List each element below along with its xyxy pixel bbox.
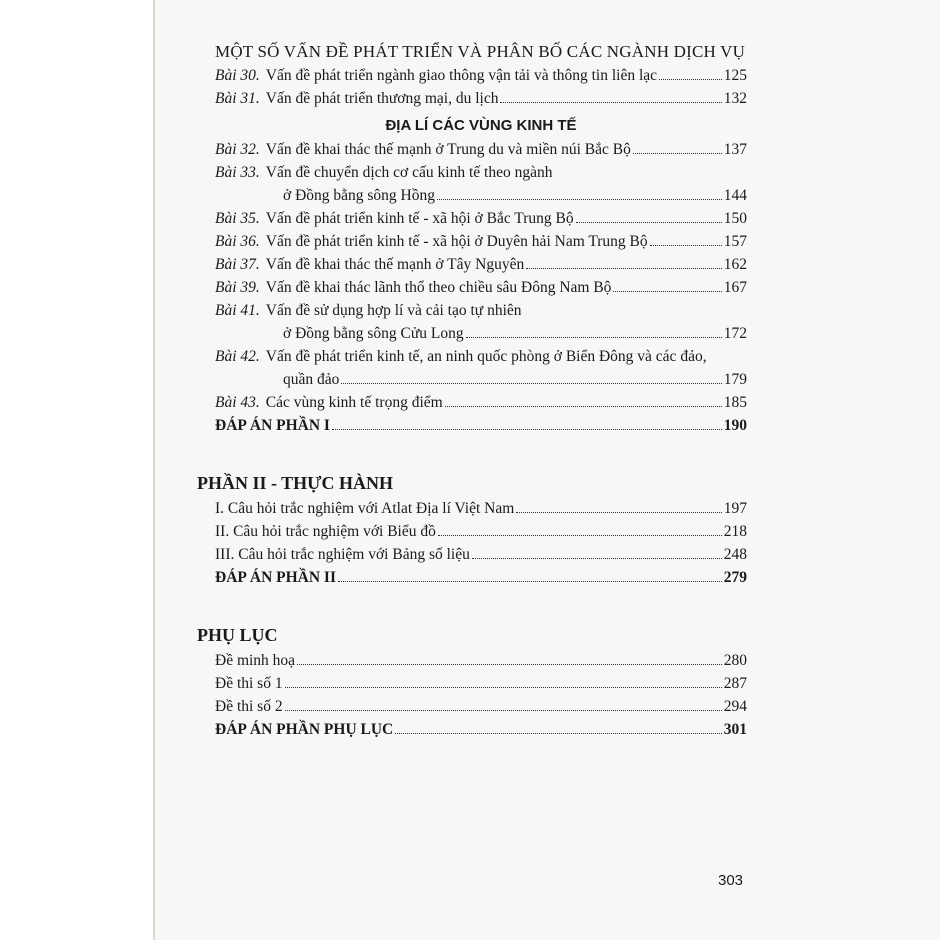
page-number: 303 (718, 872, 744, 889)
toc-entry-answers (215, 718, 747, 741)
page-ref: 197 (723, 500, 747, 517)
toc-entry (215, 497, 747, 520)
lesson-number: Bài 33. (215, 164, 260, 181)
toc-entry (215, 345, 747, 368)
dot-leader (285, 687, 722, 688)
section-heading-services: MỘT SỐ VẤN ĐỀ PHÁT TRIỂN VÀ PHÂN BỐ CÁC NGÀNH DỊCH VỤ (215, 42, 746, 61)
toc-entry (215, 87, 747, 110)
page-ref: 132 (723, 90, 747, 107)
toc-entry (215, 64, 747, 87)
page-ref: 157 (723, 233, 747, 250)
lesson-number: Bài 36. (215, 233, 260, 250)
page-ref: 150 (723, 210, 747, 227)
toc-entry (215, 672, 747, 695)
table-of-contents (197, 40, 747, 741)
lesson-title: Vấn đề sử dụng hợp lí và cải tạo tự nhiên (265, 302, 522, 319)
toc-entry (215, 520, 747, 543)
page-ref: 185 (723, 394, 747, 411)
dot-leader (437, 199, 722, 200)
dot-leader (659, 79, 722, 80)
toc-entry (215, 253, 747, 276)
page-ref: 125 (723, 67, 747, 84)
toc-entry-answers (215, 566, 747, 589)
lesson-title: Vấn đề khai thác thế mạnh ở Tây Nguyên (265, 256, 525, 273)
toc-entry-continuation (215, 322, 747, 345)
lesson-title: Vấn đề phát triển kinh tế - xã hội ở Bắc Trung Bộ (265, 210, 574, 227)
dot-leader (472, 558, 722, 559)
lesson-title-continued: ở Đồng bằng sông Hồng (283, 187, 435, 204)
lesson-title-continued: ở Đồng bằng sông Cửu Long (283, 325, 464, 342)
toc-entry-continuation (215, 368, 747, 391)
item-title: Đề thi số 2 (215, 698, 283, 715)
dot-leader (650, 245, 722, 246)
dot-leader (633, 153, 722, 154)
page-ref: 172 (723, 325, 747, 342)
toc-entry (215, 161, 747, 184)
lesson-number: Bài 35. (215, 210, 260, 227)
dot-leader (297, 664, 722, 665)
dot-leader (338, 581, 722, 582)
toc-entry-continuation (215, 184, 747, 207)
page-ref: 137 (723, 141, 747, 158)
toc-entry (215, 138, 747, 161)
page-ref: 162 (723, 256, 747, 273)
lesson-number: Bài 37. (215, 256, 260, 273)
toc-entry (215, 649, 747, 672)
item-title: II. Câu hỏi trắc nghiệm với Biểu đồ (215, 523, 436, 540)
dot-leader (576, 222, 722, 223)
toc-entry (215, 299, 747, 322)
dot-leader (526, 268, 722, 269)
answers-title: ĐÁP ÁN PHẦN PHỤ LỤC (215, 721, 394, 738)
section-heading-regions: ĐỊA LÍ CÁC VÙNG KINH TẾ (385, 117, 577, 134)
lesson-title: Vấn đề phát triển kinh tế - xã hội ở Duyên hải Nam Trung Bộ (265, 233, 648, 250)
toc-entry (215, 207, 747, 230)
dot-leader (516, 512, 721, 513)
dot-leader (438, 535, 722, 536)
lesson-title: Vấn đề phát triển ngành giao thông vận tải và thông tin liên lạc (265, 67, 658, 84)
item-title: Đề thi số 1 (215, 675, 283, 692)
lesson-number: Bài 39. (215, 279, 260, 296)
dot-leader (285, 710, 722, 711)
lesson-title-continued: quần đảo (283, 371, 340, 388)
dot-leader (332, 429, 722, 430)
dot-leader (500, 102, 721, 103)
toc-entry (215, 230, 747, 253)
item-title: Đề minh hoạ (215, 652, 296, 669)
page-ref: 248 (723, 546, 747, 563)
page-ref: 144 (723, 187, 747, 204)
part-heading: PHẦN II - THỰC HÀNH (197, 473, 394, 493)
lesson-number: Bài 43. (215, 394, 260, 411)
toc-entry (215, 391, 747, 414)
page-ref: 218 (723, 523, 747, 540)
lesson-title: Vấn đề phát triển kinh tế, an ninh quốc phòng ở Biển Đông và các đảo, (265, 348, 707, 365)
lesson-title: Vấn đề phát triển thương mại, du lịch (265, 90, 499, 107)
item-title: I. Câu hỏi trắc nghiệm với Atlat Địa lí Việt Nam (215, 500, 515, 517)
page-ref: 167 (723, 279, 747, 296)
page-ref: 280 (723, 652, 747, 669)
lesson-title: Vấn đề khai thác thế mạnh ở Trung du và miền núi Bắc Bộ (265, 141, 631, 158)
page-ref: 287 (723, 675, 747, 692)
dot-leader (395, 733, 722, 734)
appendix-heading: PHỤ LỤC (197, 625, 278, 645)
lesson-number: Bài 30. (215, 67, 260, 84)
dot-leader (466, 337, 722, 338)
lesson-number: Bài 32. (215, 141, 260, 158)
lesson-number: Bài 42. (215, 348, 260, 365)
lesson-number: Bài 31. (215, 90, 260, 107)
page-ref: 179 (723, 371, 747, 388)
dot-leader (341, 383, 721, 384)
toc-entry (215, 276, 747, 299)
dot-leader (613, 291, 721, 292)
toc-entry (215, 695, 747, 718)
dot-leader (445, 406, 722, 407)
lesson-title: Vấn đề khai thác lãnh thổ theo chiều sâu Đông Nam Bộ (265, 279, 612, 296)
item-title: III. Câu hỏi trắc nghiệm với Bảng số liệu (215, 546, 470, 563)
page-ref: 279 (723, 569, 747, 586)
answers-title: ĐÁP ÁN PHẦN I (215, 417, 330, 434)
lesson-title: Vấn đề chuyển dịch cơ cấu kinh tế theo ngành (265, 164, 553, 181)
toc-entry (215, 543, 747, 566)
page-ref: 294 (723, 698, 747, 715)
toc-entry-answers (215, 414, 747, 437)
page-ref: 301 (723, 721, 747, 738)
lesson-number: Bài 41. (215, 302, 260, 319)
page-ref: 190 (723, 417, 747, 434)
answers-title: ĐÁP ÁN PHẦN II (215, 569, 336, 586)
lesson-title: Các vùng kinh tế trọng điểm (265, 394, 443, 411)
